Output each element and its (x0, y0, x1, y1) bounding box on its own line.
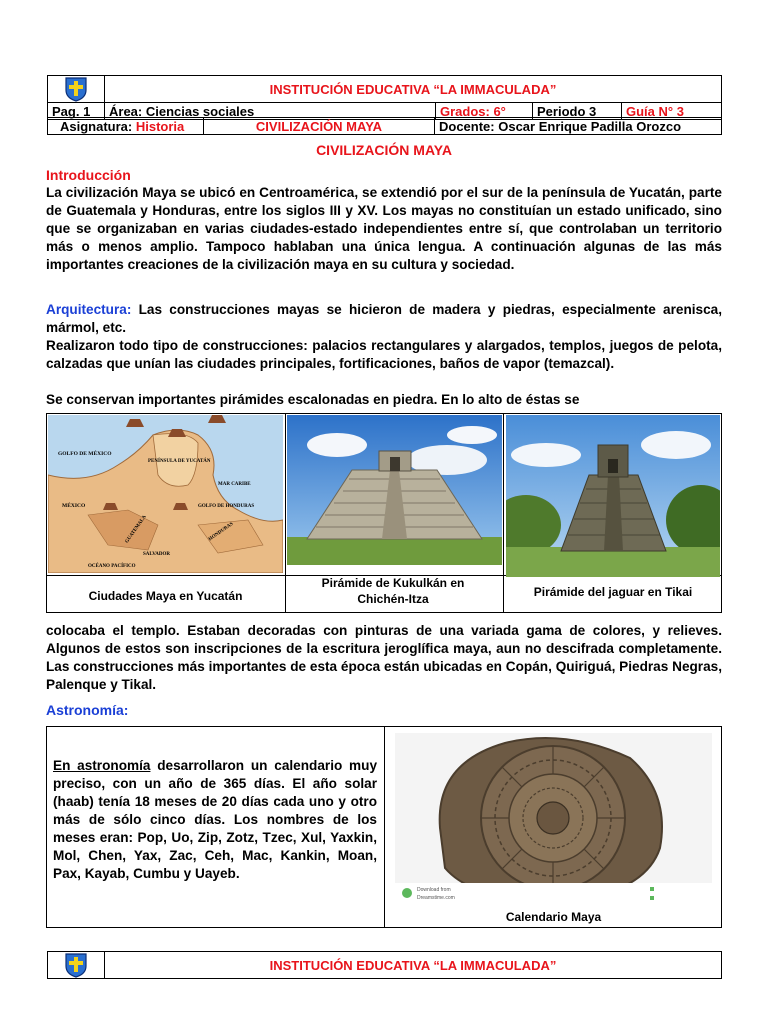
map-label-honduras: HONDURAS (208, 521, 235, 543)
map-label-caribbean: MAR CARIBE (218, 482, 251, 487)
astronomy-body: desarrollaron un calendario muy preciso, con un año de 365 días. El año solar (haab) tenía 18 meses de 20 días cada uno y otro más de sólo cinco días. Los nombres de los meses eran: Pop, Uo, Zip, Zotz, Tzec, Xul, Yaxkin, Mol, Chen, Yax, Zac, Ceh, Mac, Kankin, Moan, Pax, Kayab, Cumbu y Uayeb. (53, 758, 378, 881)
architecture-text-1: Las construcciones mayas se hicieron de madera y piedras, especialmente arenisca, mármol, etc. (46, 302, 722, 335)
school-shield-icon (65, 76, 87, 102)
intro-text: La civilización Maya se ubicó en Centroamérica, se extendió por el sur de la península de Yucatán, parte de Guatemala y Honduras, entre los siglos III y XV. Los mayas no constituían un estado unificado, sino que se organizaban en varias ciudades-estado independientes entre sí, que controlaban un territorio más o menos amplio. Tampoco hablaban una única lengua. A continuación algunas de las más importantes creaciones de la civilización maya en su cultura y sociedad. (46, 185, 722, 272)
map-label-gulf: GOLFO DE MÉXICO (58, 451, 112, 457)
jaguar-pyramid-image (506, 415, 720, 577)
astronomy-lead: En astronomía (53, 758, 151, 773)
map-label-guatemala: GUATEMALA (124, 514, 148, 545)
map-label-pacific: OCÉANO PACÍFICO (88, 564, 136, 569)
footer-table (47, 951, 722, 979)
kukulkan-caption: Pirámide de Kukulkán en Chichén-Itza (321, 576, 465, 606)
intro-heading: Introducción (46, 167, 131, 183)
architecture-text-2: Realizaron todo tipo de construcciones: palacios rectangulares y alargados, templos, juegos de pelota, calzadas que unían las ciudades principales, fortificaciones, baños de vapor (temazcal). (46, 338, 722, 371)
map-label-peninsula: PENÍNSULA DE YUCATÁN (148, 459, 211, 464)
subject-label: Asignatura: (60, 118, 133, 134)
footer-logo-cell (48, 952, 105, 979)
astronomy-text (53, 757, 377, 883)
subject-name: Historia (135, 118, 185, 134)
architecture-text-3: Se conservan importantes pirámides escalonadas en piedra. En lo alto de éstas se (46, 392, 580, 407)
maya-map-image (48, 415, 283, 573)
map-label-mexico: MÉXICO (62, 503, 86, 509)
area-label: Área: Ciencias sociales (105, 103, 436, 120)
topic-label: CIVILIZACIÓN MAYA (204, 118, 435, 135)
page-title: CIVILIZACIÓN MAYA (316, 142, 452, 158)
map-label-salvador: SALVADOR (143, 552, 170, 557)
calendar-illustration (395, 733, 712, 905)
map-illustration (48, 415, 283, 573)
teacher-label: Docente: Oscar Enrique Padilla Orozco (435, 118, 722, 135)
logo-cell (48, 76, 105, 103)
footer-school-shield-icon (65, 952, 87, 978)
guide-label: Guía N° 3 (622, 103, 722, 120)
astronomy-heading: Astronomía: (46, 702, 129, 718)
page-number: Pag. 1 (48, 103, 105, 120)
calendar-stone-image (395, 733, 712, 905)
period-label: Periodo 3 (533, 103, 622, 120)
calendar-caption: Calendario Maya (505, 910, 602, 924)
watermark-line-1: Download from (417, 887, 451, 893)
header-table (47, 75, 722, 120)
jaguar-caption: Pirámide del jaguar en Tikai (533, 585, 693, 599)
map-caption: Ciudades Maya en Yucatán (88, 589, 243, 603)
architecture-text-4: colocaba el templo. Estaban decoradas con pinturas de una variada gama de colores, y relieves. Algunos de estos son inscripciones de la escritura jeroglífica maya, aun no descifrada completamente. Las construcciones más importantes de esta época están ubicadas en Copán, Quiriguá, Piedras Negras, Palenque y Tikal. (46, 623, 722, 692)
watermark-line-2: Dreamstime.com (417, 895, 455, 901)
institution-name: INSTITUCIÓN EDUCATIVA “LA IMMACULADA” (105, 76, 722, 103)
jaguar-illustration (506, 415, 720, 577)
map-label-honduras-gulf: GOLFO DE HONDURAS (198, 504, 255, 509)
subject-cell (48, 118, 204, 135)
kukulkan-pyramid-image (287, 415, 502, 565)
footer-institution-name: INSTITUCIÓN EDUCATIVA “LA IMMACULADA” (105, 952, 722, 979)
header-row-subject (47, 117, 722, 135)
kukulkan-illustration (287, 415, 502, 565)
architecture-paragraph (46, 301, 722, 337)
architecture-heading: Arquitectura: (46, 302, 132, 317)
grade-label: Grados: 6° (436, 103, 533, 120)
